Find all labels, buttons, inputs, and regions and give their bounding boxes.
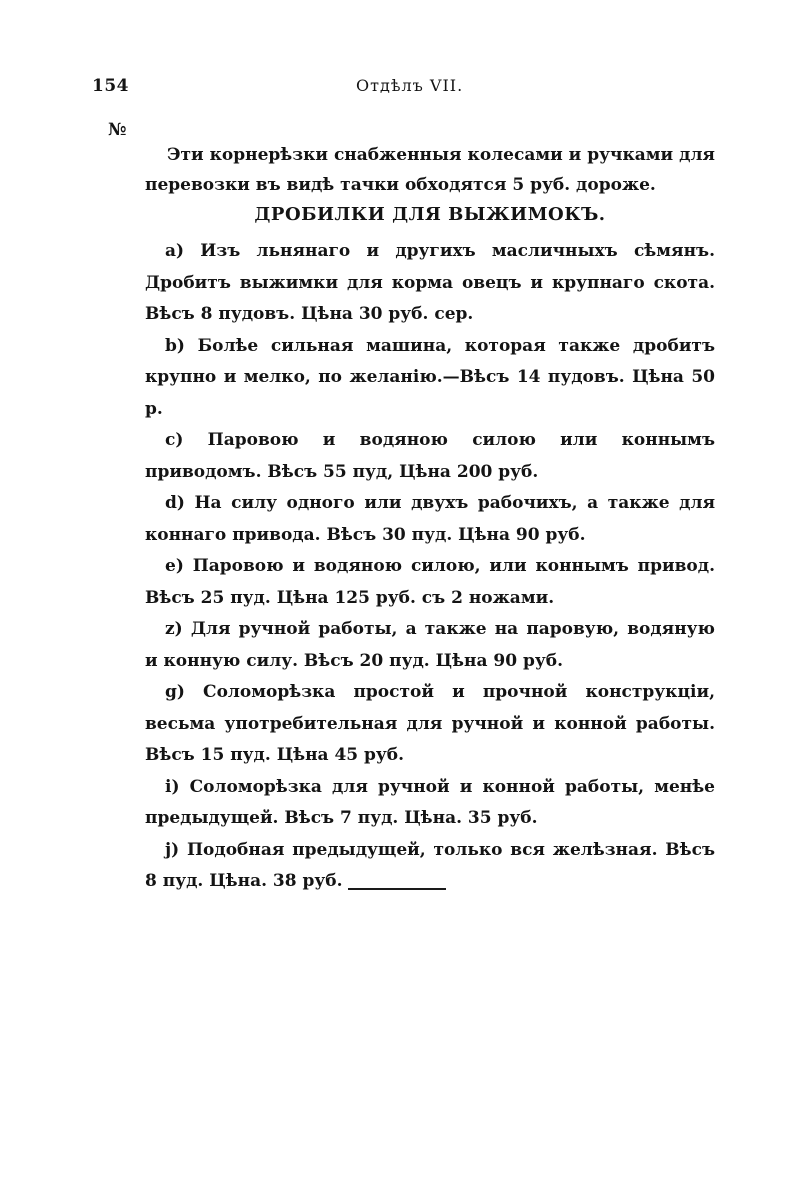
list-item: а) Изъ льнянаго и другихъ масличныхъ сѣмянъ. Дробитъ выжимки для корма овецъ и крупнаго скота. Вѣсъ 8 пудовъ. Цѣна 30 руб. сер. (145, 241, 715, 324)
page-number: 154 (92, 76, 129, 96)
list-item: z) Для ручной работы, а также на паровую, водяную и конную силу. Вѣсъ 20 пуд. Цѣна 90 руб. (145, 619, 715, 671)
list-item: b) Болѣе сильная машина, которая также дробитъ крупно и мелко, по желанію.—Вѣсъ 14 пудовъ. Цѣна 50 р. (145, 335, 715, 419)
list-item: g) Соломорѣзка простой и прочной конструкціи, весьма употребительная для ручной и конной работы. Вѣсъ 15 пуд. Цѣна 45 руб. (145, 682, 715, 765)
intro-paragraph: Эти корнерѣзки снабженныя колесами и ручками для перевозки въ видѣ тачки обходятся 5 руб. дороже. (145, 145, 715, 195)
running-head: Отдѣлъ VII. (356, 76, 464, 95)
closing-rule (348, 888, 446, 890)
list-item: i) Соломорѣзка для ручной и конной работы, менѣе предыдущей. Вѣсъ 7 пуд. Цѣна. 35 руб. (145, 776, 715, 828)
section-title: ДРОБИЛКИ ДЛЯ ВЫЖИМОКЪ. (254, 204, 606, 225)
number-sign: № (108, 120, 127, 140)
list-item: с) Паровою и водяною силою или коннымъ приводомъ. Вѣсъ 55 пуд, Цѣна 200 руб. (145, 430, 715, 482)
list-item: е) Паровою и водяною силою, или коннымъ привод. Вѣсъ 25 пуд. Цѣна 125 руб. съ 2 ножами. (145, 556, 715, 608)
entry-list (145, 236, 715, 898)
list-item: j) Подобная предыдущей, только вся желѣзная. Вѣсъ 8 пуд. Цѣна. 38 руб. (145, 839, 715, 891)
list-item: d) На силу одного или двухъ рабочихъ, а также для коннаго привода. Вѣсъ 30 пуд. Цѣна 90 руб. (145, 493, 715, 545)
